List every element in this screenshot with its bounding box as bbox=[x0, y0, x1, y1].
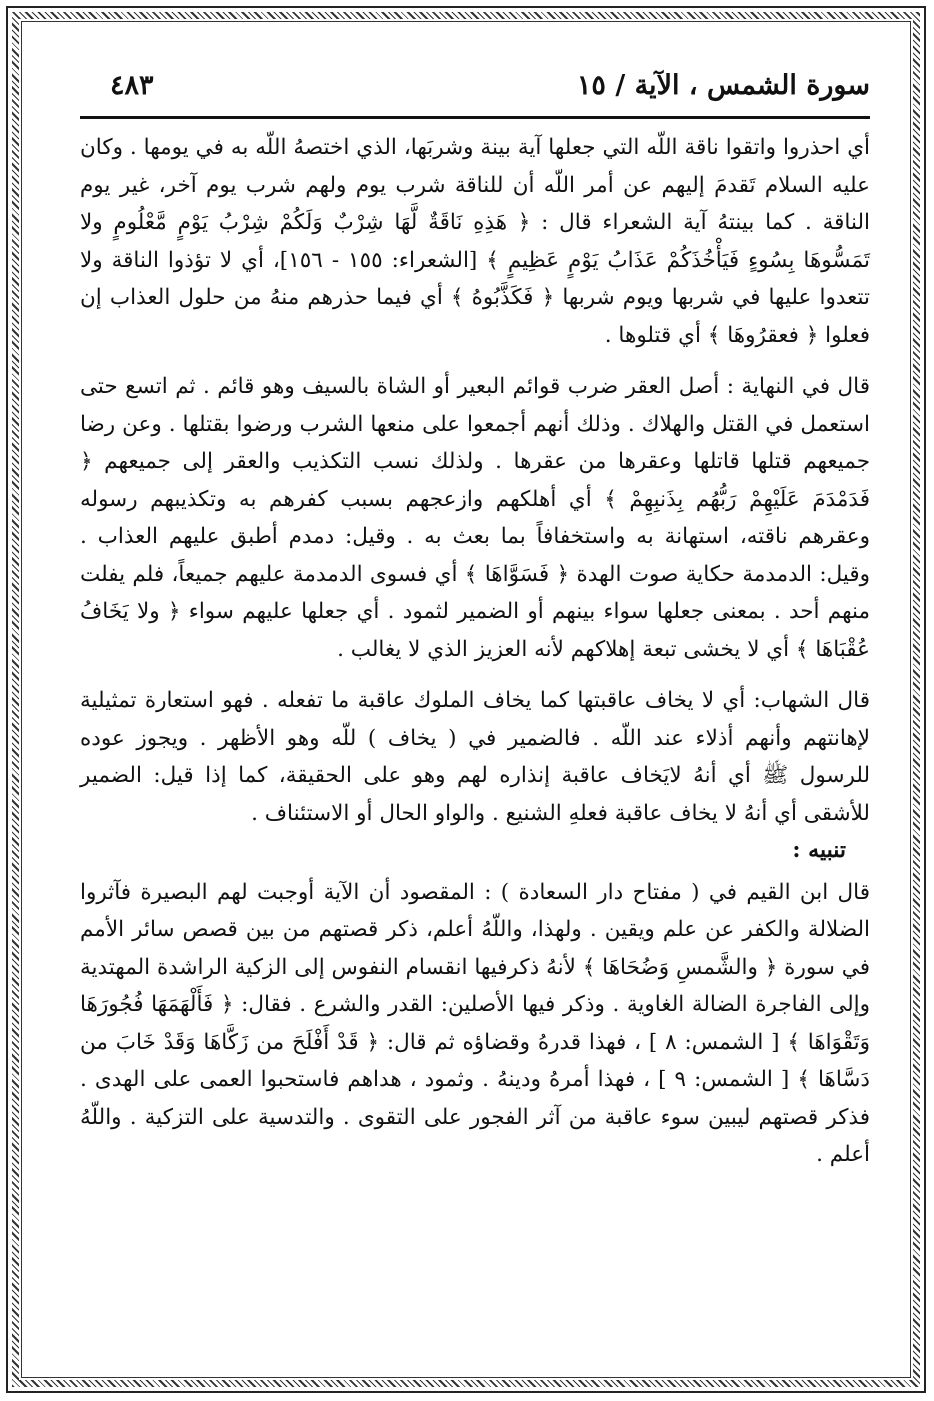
note-heading: تنبيه : bbox=[792, 837, 846, 863]
note-paragraph: قال ابن القيم في ( مفتاح دار السعادة ) : المقصود أن الآية أوجبت لهم البصيرة فآثروا الضلالة والكفر عن علم ويقين . ولهذا، واللّهُ أعلم، ذكر قصتهم من بين قصص سائر الأمم في سورة ﴿ والشَّمسِ وَضُحَاهَا ﴾ لأنهُ ذكرفيها انقسام النفوس إلى الزكية الراشدة المهتدية وإلى الفاجرة الضالة الغاوية . وذكر فيها الأصلين: القدر والشرع . فقال: ﴿ فَأَلْهَمَهَا فُجُورَهَا وَتَقْوَاهَا ﴾ [ الشمس: ٨ ] ، فهذا قدرهُ وقضاؤه ثم قال: ﴿ قَدْ أَفْلَحَ من زَكَّاهَا وَقَدْ خَابَ من دَسَّاهَا ﴾ [ الشمس: ٩ ] ، فهذا أمرهُ ودينهُ . وثمود ، هداهم فاستحبوا العمى على الهدى . فذكر قصتهم ليبين سوء عاقبة من آثر الفجور على التقوى . والتدسية على التزكية . واللّهُ أعلم . bbox=[80, 879, 870, 1167]
body-paragraph-3: قال الشهاب: أي لا يخاف عاقبتها كما يخاف الملوك عاقبة ما تفعله . فهو استعارة تمثيلية لإهانتهم وأنهم أذلاء عند اللّه . فالضمير في ( يخاف ) للّه وهو الأظهر . ويجوز عوده للرسول ﷺ أي أنهُ لايَخاف عاقبة إنذاره لهم وهو على الحقيقة، كما إذا قيل: الضمير للأشقى أي أنهُ لا يخاف عاقبة فعلهِ الشنيع . والواو الحال أو الاستئناف . bbox=[80, 688, 870, 826]
body-paragraph-2: قال في النهاية : أصل العقر ضرب قوائم البعير أو الشاة بالسيف وهو قائم . ثم اتسع حتى استعمل في القتل والهلاك . وذلك أنهم أجمعوا على منعها الشرب ورضوا بقتلها . وعن رضا جميعهم قتلها قاتلها وعقرها من عقرها . ولذلك نسب التكذيب والعقر إلى جميعهم ﴿ فَدَمْدَمَ عَلَيْهِمْ رَبُّهُم بِذَنبِهِمْ ﴾ أي أهلكهم وازعجهم بسبب كفرهم به وتكذيبهم رسوله وعقرهم ناقته، استهانة به واستخفافاً بما بعث به . وقيل: دمدم أطبق عليهم العذاب . وقيل: الدمدمة حكاية صوت الهدة ﴿ فَسَوَّاهَا ﴾ أي فسوى الدمدمة عليهم جميعاً، فلم يفلت منهم أحد . بمعنى جعلها سواء بينهم أو الضمير لثمود . أي جعلها عليهم سواء ﴿ ولا يَخَافُ عُقْبَاهَا ﴾ أي لا يخشى تبعة إهلاكهم لأنه العزيز الذي لا يغالب . bbox=[80, 374, 870, 662]
page-content bbox=[80, 66, 870, 1174]
page-header bbox=[80, 66, 870, 119]
body-paragraph-1: أي احذروا واتقوا ناقة اللّه التي جعلها آية بينة وشربَها، الذي اختصهُ اللّه به في يومها . وكان عليه السلام تَقدمَ إليهم عن أمر اللّه أن للناقة شرب يوم ولهم شرب يوم آخر، غير يوم الناقة . كما بينتهُ آية الشعراء قال : ﴿ هَذِهِ نَاقَةٌ لَّهَا شِرْبٌ وَلَكُمْ شِرْبُ يَوْمٍ مَّعْلُومٍ ولا تَمَسُّوهَا بِسُوءٍ فَيَأْخُذَكُمْ عَذَابُ يَوْمٍ عَظِيمٍ ﴾ [الشعراء: ١٥٥ - ١٥٦]، أي لا تؤذوا الناقة ولا تتعدوا عليها في شربها ويوم شربها ﴿ فَكَذَّبُوهُ ﴾ أي فيما حذرهم منهُ من حلول العذاب إن فعلوا ﴿ فعقرُوهَا ﴾ أي قتلوها . bbox=[80, 135, 870, 348]
running-title: سورة الشمس ، الآية / ١٥ bbox=[576, 70, 870, 101]
page-number: ٤٨٣ bbox=[110, 70, 154, 101]
